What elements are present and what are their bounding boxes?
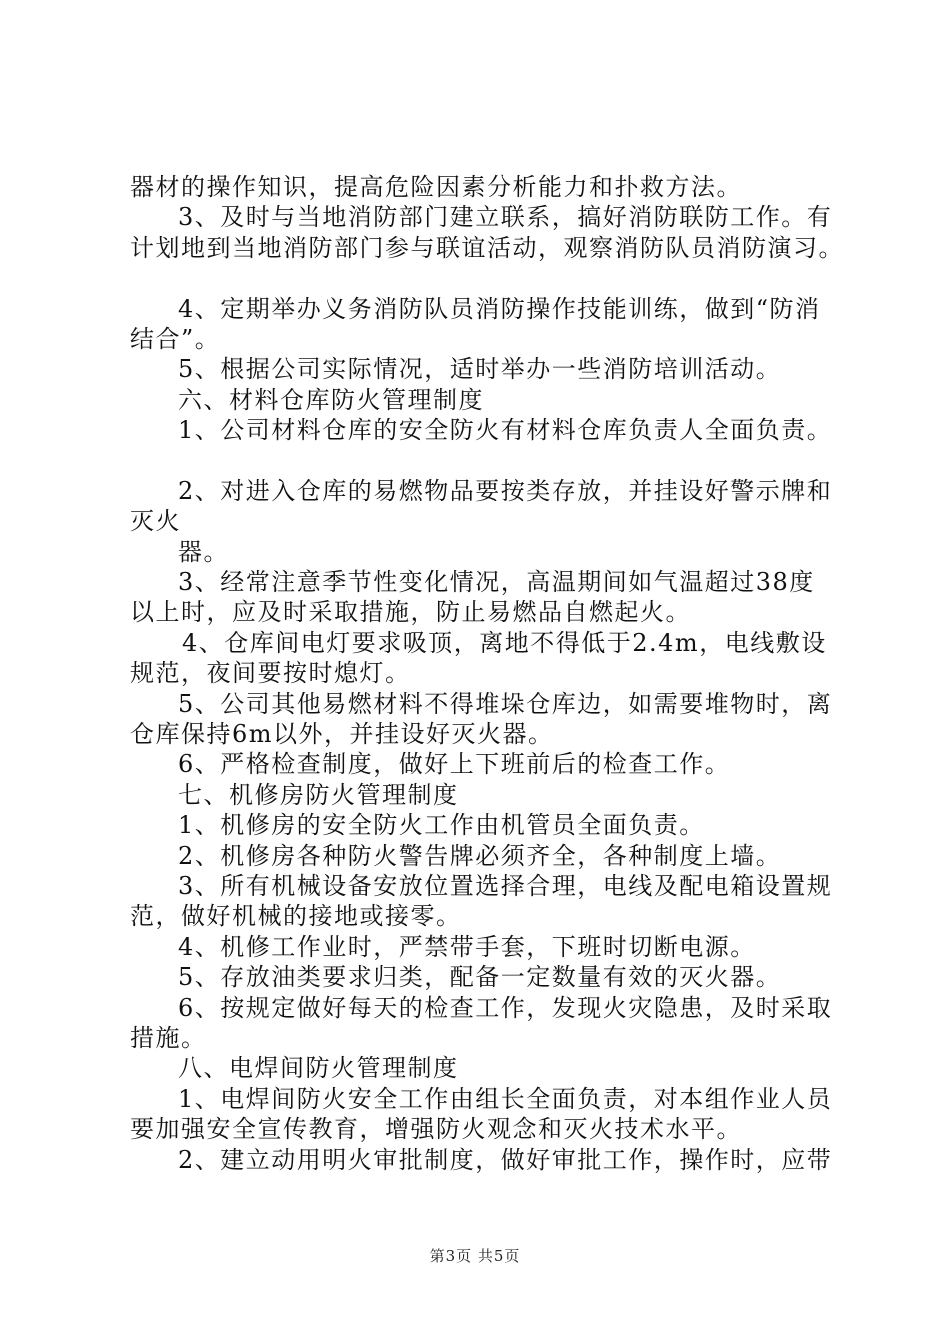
text-line: 措施。 (130, 1023, 207, 1052)
text-line: 范，做好机械的接地或接零。 (130, 902, 462, 931)
text-line: 6、严格检查制度，做好上下班前后的检查工作。 (178, 750, 731, 779)
section-heading: 八、电焊间防火管理制度 (178, 1054, 459, 1083)
text-line: 4、机修工作业时，严禁带手套，下班时切断电源。 (178, 932, 756, 961)
text-line: 灭火 (130, 507, 181, 536)
text-line: 计划地到当地消防部门参与联谊活动，观察消防队员消防演习。 (130, 233, 844, 262)
text-line: 器。 (178, 537, 229, 566)
text-line: 3、及时与当地消防部门建立联系，搞好消防联防工作。有 (178, 203, 833, 232)
blank-line (130, 446, 850, 476)
text-line: 4、定期举办义务消防队员消防操作技能训练，做到“防消 (178, 294, 821, 323)
text-line: 1、电焊间防火安全工作由组长全面负责，对本组作业人员 (178, 1084, 833, 1113)
text-line: 5、公司其他易燃材料不得堆垛仓库边，如需要堆物时，离 (178, 689, 833, 718)
text-line: 要加强安全宣传教育，增强防火观念和灭火技术水平。 (130, 1115, 742, 1144)
text-line: 规范，夜间要按时熄灯。 (130, 659, 411, 688)
text-line: 5、根据公司实际情况，适时举办一些消防培训活动。 (178, 355, 782, 384)
blank-line (130, 263, 850, 293)
page-footer: 第3页 共5页 (429, 1247, 521, 1265)
text-line: 1、机修房的安全防火工作由机管员全面负责。 (178, 811, 705, 840)
section-heading: 七、机修房防火管理制度 (178, 780, 459, 809)
text-line: 结合”。 (130, 324, 221, 353)
text-line: 仓库保持6m以外，并挂设好灭火器。 (130, 720, 554, 749)
section-heading: 六、材料仓库防火管理制度 (178, 385, 484, 414)
text-line: 以上时，应及时采取措施，防止易燃品自燃起火。 (130, 598, 691, 627)
text-line: 器材的操作知识，提高危险因素分析能力和扑救方法。 (130, 173, 742, 201)
text-line: 2、建立动用明火审批制度，做好审批工作，操作时，应带 (178, 1145, 833, 1174)
text-line: 5、存放油类要求归类，配备一定数量有效的灭火器。 (178, 963, 782, 992)
text-line: 4、仓库间电灯要求吸顶，离地不得低于2.4m，电线敷设 (182, 628, 827, 657)
text-line: 6、按规定做好每天的检查工作，发现火灾隐患，及时采取 (178, 993, 833, 1022)
text-line: 2、机修房各种防火警告牌必须齐全，各种制度上墙。 (178, 841, 782, 870)
text-line: 3、所有机械设备安放位置选择合理，电线及配电箱设置规 (178, 871, 833, 900)
document-body (130, 172, 850, 1175)
text-line: 3、经常注意季节性变化情况，高温期间如气温超过38度 (178, 568, 815, 597)
text-line: 1、公司材料仓库的安全防火有材料仓库负责人全面负责。 (178, 416, 833, 445)
text-line: 2、对进入仓库的易燃物品要按类存放，并挂设好警示牌和 (178, 476, 833, 505)
